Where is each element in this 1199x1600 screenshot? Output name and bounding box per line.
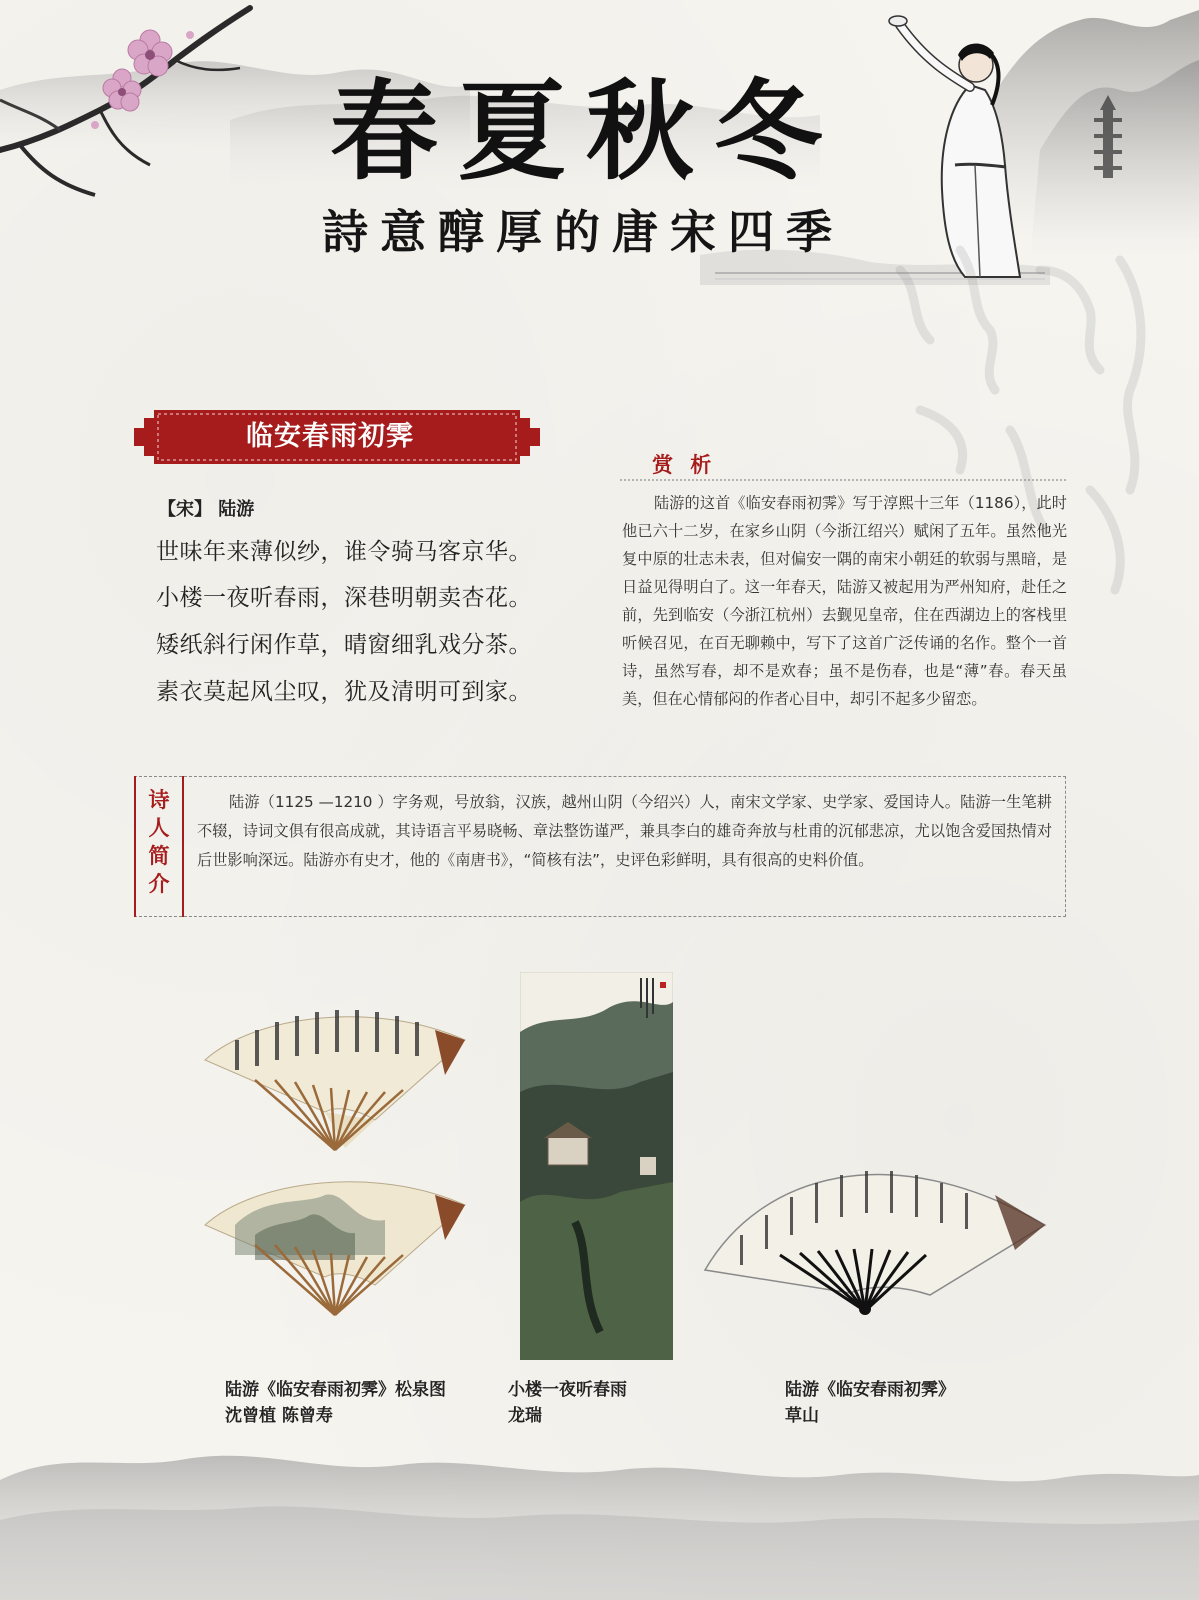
poem-line-3: 矮纸斜行闲作草，晴窗细乳戏分茶。 bbox=[156, 632, 532, 658]
analysis-divider bbox=[620, 479, 1070, 482]
bottom-ink-wash bbox=[0, 1420, 1199, 1600]
caption-3-title: 陆游《临安春雨初霁》 bbox=[785, 1380, 955, 1400]
poem-line-1: 世味年来薄似纱，谁令骑马客京华。 bbox=[156, 539, 532, 565]
poem-line-4: 素衣莫起风尘叹，犹及清明可到家。 bbox=[156, 679, 532, 705]
fan-bottom bbox=[205, 1182, 465, 1315]
bio-label-char-2: 人 bbox=[148, 816, 170, 840]
page-title: 春夏秋冬 bbox=[330, 69, 843, 195]
poem-line-2: 小楼一夜听春雨，深巷明朝卖杏花。 bbox=[156, 585, 532, 611]
caption-1-artist: 沈曾植 陈曾寿 bbox=[225, 1406, 333, 1426]
caption-2-artist: 龙瑞 bbox=[508, 1406, 542, 1426]
poem-title: 临安春雨初霁 bbox=[246, 421, 414, 452]
plum-blossom-branch-icon bbox=[0, 0, 280, 210]
caption-3-artist: 草山 bbox=[785, 1406, 819, 1426]
landscape-scroll-painting bbox=[520, 972, 673, 1360]
caption-1-title: 陆游《临安春雨初霁》松泉图 bbox=[225, 1380, 446, 1400]
fan-top bbox=[205, 1010, 465, 1150]
poem-author: 【宋】 陆游 bbox=[158, 499, 255, 520]
fan-painting-1 bbox=[195, 1000, 473, 1320]
caption-2-title: 小楼一夜听春雨 bbox=[508, 1380, 627, 1400]
bio-label-char-4: 介 bbox=[148, 872, 170, 896]
bio-label bbox=[134, 776, 184, 917]
analysis-text: 陆游的这首《临安春雨初霁》写于淳熙十三年（1186），此时他已六十二岁，在家乡山阴（今浙江绍兴）赋闲了五年。虽然他光复中原的壮志未表，但对偏安一隅的南宋小朝廷的软弱与黑暗，是日益见得明白了。这一年春天，陆游又被起用为严州知府，赴任之前，先到临安（今浙江杭州）去觐见皇帝，住在西湖边上的客栈里听候召见，在百无聊赖中，写下了这首广泛传诵的名作。整个一首诗，虽然写春，却不是欢春；虽不是伤春，也是“薄”春。春天虽美，但在心情郁闷的作者心目中，却引不起多少留恋。 bbox=[622, 494, 1067, 708]
bio-label-char-3: 简 bbox=[148, 844, 170, 868]
bio-label-char-1: 诗 bbox=[148, 788, 170, 812]
fan-painting-2 bbox=[700, 1135, 1055, 1315]
bio-text: 陆游（1125 —1210 ）字务观，号放翁，汉族，越州山阴（今绍兴）人，南宋文学家、史学家、爱国诗人。陆游一生笔耕不辍，诗词文俱有很高成就，其诗语言平易晓畅、章法整饬谨严，兼具李白的雄奇奔放与杜甫的沉郁悲凉，尤以饱含爱国热情对后世影响深远。陆游亦有史才，他的《南唐书》，“简核有法”，史评色彩鲜明，具有很高的史料价值。 bbox=[197, 793, 1052, 869]
analysis-heading: 赏 析 bbox=[652, 453, 717, 477]
page-subtitle: 詩意醇厚的唐宋四季 bbox=[322, 205, 844, 259]
